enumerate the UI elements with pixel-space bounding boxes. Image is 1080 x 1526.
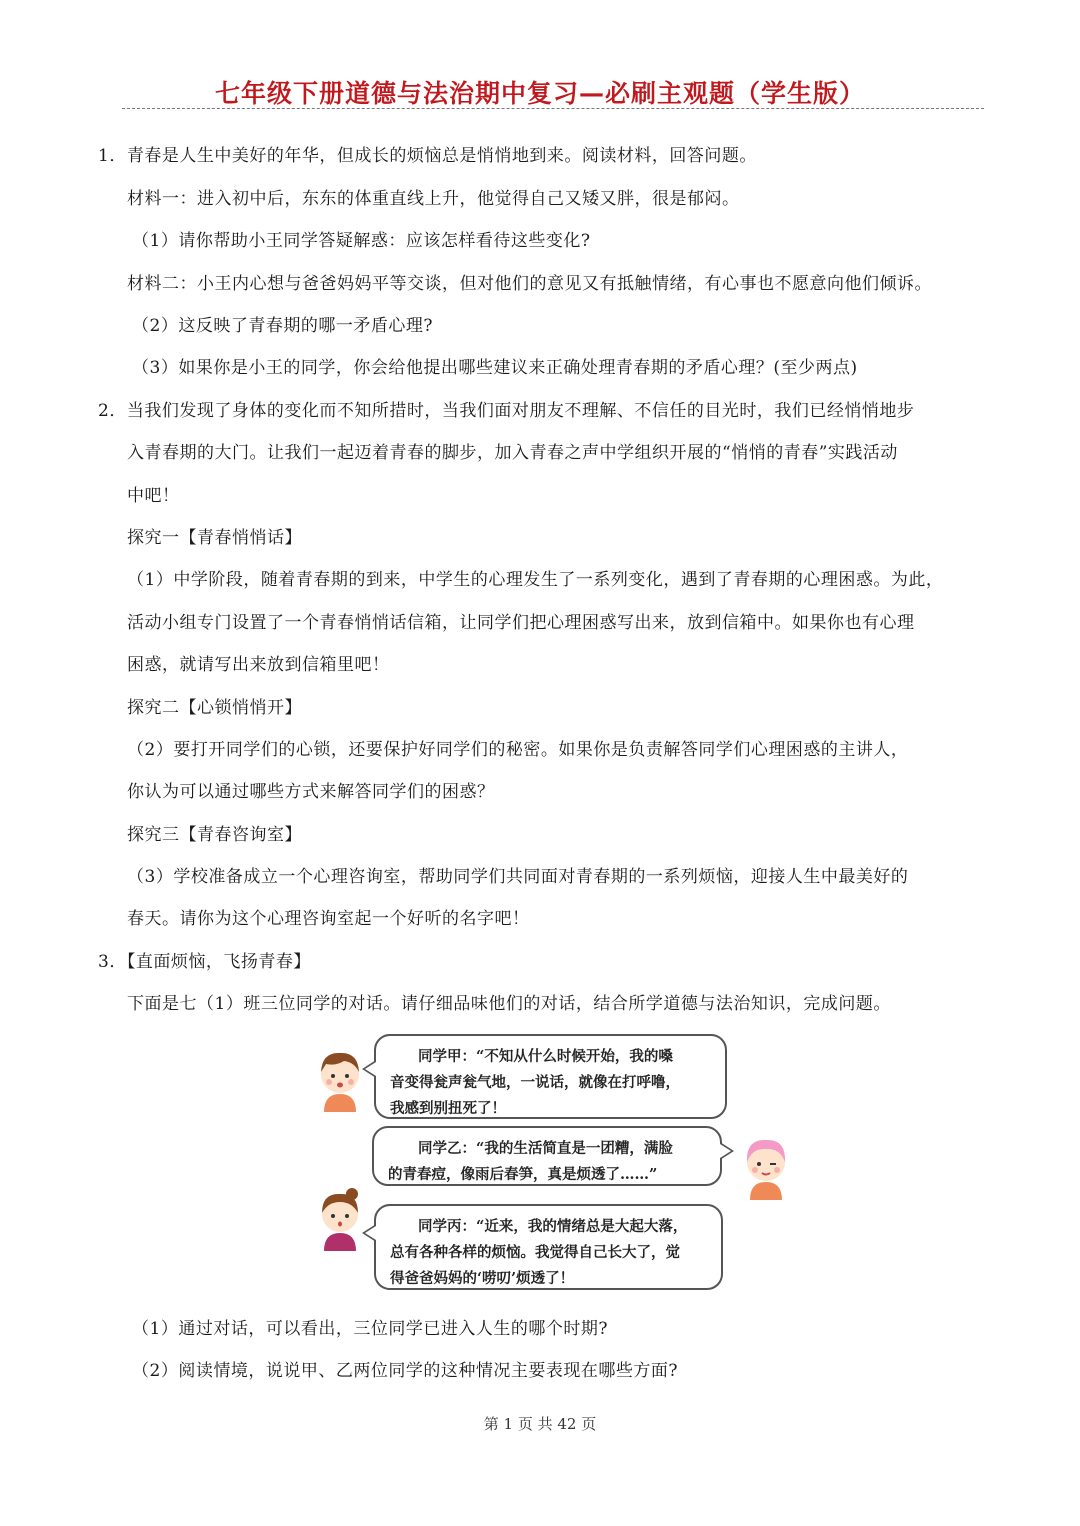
q3-sub-1: （1）通过对话，可以看出，三位同学已进入人生的哪个时期? (132, 1319, 608, 1339)
q1-material-1: 材料一：进入初中后，东东的体重直线上升，他觉得自己又矮又胖，很是郁闷。 (127, 189, 740, 209)
q3-heading: 3．【直面烦恼，飞扬青春】 (98, 952, 311, 972)
q2-sub-3-line-1: （3）学校准备成立一个心理咨询室，帮助同学们共同面对青春期的一系列烦恼，迎接人生中最美好的 (127, 867, 909, 887)
q2-sub-1-line-3: 困惑，就请写出来放到信箱里吧！ (127, 655, 390, 675)
student-a-avatar (314, 1046, 366, 1112)
q3-stem: 下面是七（1）班三位同学的对话。请仔细品味他们的对话，结合所学道德与法治知识，完成问题。 (127, 994, 891, 1014)
page-footer: 第 1 页 共 42 页 (483, 1415, 597, 1433)
q2-stem-line-1: 2．当我们发现了身体的变化而不知所措时，当我们面对朋友不理解、不信任的目光时，我们已经悄悄地步 (98, 401, 915, 421)
q2-stem-line-2: 入青春期的大门。让我们一起迈着青春的脚步，加入青春之声中学组织开展的“悄悄的青春”实践活动 (127, 443, 898, 463)
student-b-avatar (740, 1134, 792, 1200)
student-a-line-3: 我感到别扭死了！ (390, 1100, 506, 1117)
title-divider (122, 108, 984, 109)
bubble-tail (362, 1224, 376, 1242)
student-a-line-2: 音变得瓮声瓮气地，一说话，就像在打呼噜， (390, 1074, 680, 1091)
student-c-line-1: 同学丙：“近来，我的情绪总是大起大落， (418, 1218, 688, 1235)
student-c-bubble (374, 1204, 723, 1290)
student-c-line-3: 得爸爸妈妈的‘唠叨’烦透了！ (390, 1270, 575, 1287)
student-c-avatar (314, 1185, 366, 1251)
q2-explore-3-heading: 探究三【青春咨询室】 (127, 825, 302, 845)
q2-sub-2-line-1: （2）要打开同学们的心锁，还要保护好同学们的秘密。如果你是负责解答同学们心理困惑的主讲人， (127, 740, 909, 760)
q2-stem-line-3: 中吧！ (127, 486, 180, 506)
q1-sub-3: （3）如果你是小王的同学，你会给他提出哪些建议来正确处理青春期的矛盾心理？(至少两点) (132, 358, 858, 378)
page-title: 七年级下册道德与法治期中复习—必刷主观题（学生版） (214, 79, 865, 108)
student-b-line-2: 的青春痘，像雨后春笋，真是烦透了……” (388, 1166, 658, 1183)
student-a-line-1: 同学甲：“不知从什么时候开始，我的嗓 (418, 1048, 673, 1065)
q2-sub-1-line-1: （1）中学阶段，随着青春期的到来，中学生的心理发生了一系列变化，遇到了青春期的心理困惑。为此， (127, 570, 944, 590)
q2-sub-3-line-2: 春天。请你为这个心理咨询室起一个好听的名字吧！ (127, 909, 530, 929)
q2-explore-2-heading: 探究二【心锁悄悄开】 (127, 698, 302, 718)
student-a-bubble (374, 1034, 727, 1119)
q2-explore-1-heading: 探究一【青春悄悄话】 (127, 528, 302, 548)
q1-material-2: 材料二：小王内心想与爸爸妈妈平等交谈，但对他们的意见又有抵触情绪，有心事也不愿意向他们倾诉。 (127, 274, 932, 294)
q3-sub-2: （2）阅读情境，说说甲、乙两位同学的这种情况主要表现在哪些方面? (132, 1361, 678, 1381)
student-b-line-1: 同学乙：“我的生活简直是一团糟，满脸 (418, 1140, 673, 1157)
q2-sub-2-line-2: 你认为可以通过哪些方式来解答同学们的困惑？ (127, 782, 495, 802)
q1-sub-1: （1）请你帮助小王同学答疑解惑：应该怎样看待这些变化? (132, 231, 591, 251)
student-c-line-2: 总有各种各样的烦恼。我觉得自己长大了，觉 (390, 1244, 680, 1261)
bubble-tail (720, 1142, 734, 1160)
q1-sub-2: （2）这反映了青春期的哪一矛盾心理? (132, 316, 433, 336)
bubble-tail (362, 1060, 376, 1078)
q2-sub-1-line-2: 活动小组专门设置了一个青春悄悄话信箱，让同学们把心理困惑写出来，放到信箱中。如果你也有心理 (127, 613, 915, 633)
student-b-bubble (372, 1126, 722, 1186)
q1-stem: 1．青春是人生中美好的年华，但成长的烦恼总是悄悄地到来。阅读材料，回答问题。 (98, 146, 757, 166)
